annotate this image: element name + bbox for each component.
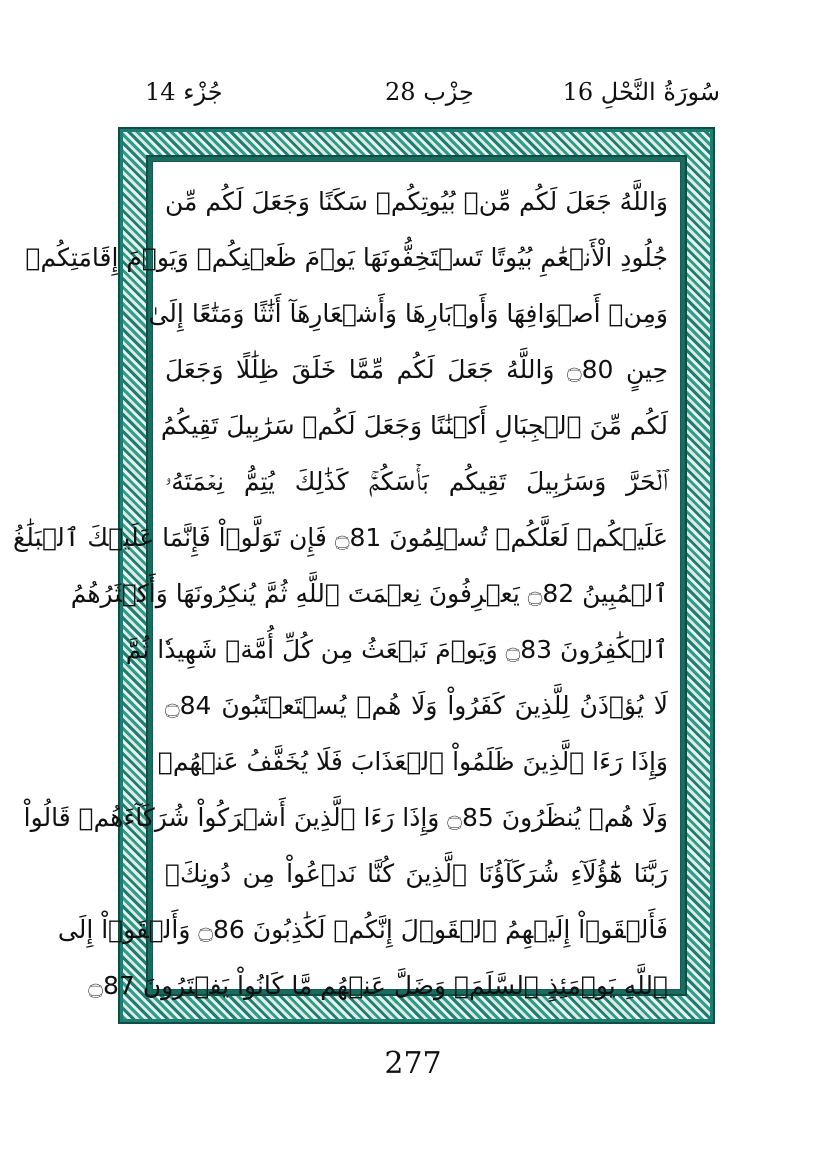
juz-indicator [145, 78, 235, 106]
text-line: رَبَّنَا هَٰٓؤُلَآءِ شُرَكَآؤُنَا ٱلَّذِينَ كُنَّا نَدۡعُواْ مِن دُونِكَۖ [165, 859, 668, 888]
page-number: 277 [384, 1046, 442, 1081]
juz-label: جُزْء [183, 78, 223, 106]
surah-name: سُورَةُ النَّحْلِ [600, 78, 720, 106]
text-line: وَمِنۡ أَصۡوَافِهَا وَأَوۡبَارِهَا وَأَشۡعَارِهَآ أَثَٰثًا وَمَتَٰعًا إِلَىٰ [148, 299, 668, 328]
text-line: فَأَلۡقَوۡاْ إِلَيۡهِمُ ٱلۡقَوۡلَ إِنَّكُمۡ لَكَٰذِبُونَ ۝86 وَأَلۡقَوۡاْ إِلَى [57, 915, 668, 944]
surah-number: 16 [562, 78, 594, 106]
text-line: وَاللَّهُ جَعَلَ لَكُم مِّنۢ بُيُوتِكُمۡ سَكَنًا وَجَعَلَ لَكُم مِّن [165, 187, 668, 216]
text-line: لَكُم مِّنَ ٱلۡجِبَالِ أَكۡنَٰنًا وَجَعَلَ لَكُمۡ سَرَٰبِيلَ تَقِيكُمُ [160, 411, 668, 440]
ornamental-frame [13, 127, 715, 1024]
text-line: لَا يُؤۡذَنُ لِلَّذِينَ كَفَرُواْ وَلَا هُمۡ يُسۡتَعۡتَبُونَ ۝84 [165, 691, 668, 720]
quran-text-area [13, 161, 681, 1000]
hizb-label: حِزْب [423, 78, 474, 106]
hizb-indicator [385, 78, 486, 106]
text-line: ٱلۡكَٰفِرُونَ ۝83 وَيَوۡمَ نَبۡعَثُ مِن كُلِّ أُمَّةٖ شَهِيدٗا ثُمَّ [125, 635, 668, 664]
text-line: ٱلۡمُبِينُ ۝82 يَعۡرِفُونَ نِعۡمَتَ ٱللَّهِ ثُمَّ يُنكِرُونَهَا وَأَكۡثَرُهُمُ [70, 579, 668, 608]
text-line: جُلُودِ الْأَنۡعَٰمِ بُيُوتًا تَسۡتَخِفُّونَهَا يَوۡمَ ظَعۡنِكُمۡ وَيَوۡمَ إِقَامَتِكُمۡ [25, 243, 668, 272]
juz-number: 14 [145, 78, 176, 106]
hizb-number: 28 [385, 78, 416, 106]
text-line: عَلَيۡكُمۡ لَعَلَّكُمۡ تُسۡلِمُونَ ۝81 فَإِن تَوَلَّوۡاْ فَإِنَّمَا عَلَيۡكَ ٱلۡبَلَٰغُ [13, 523, 668, 552]
text-line: ٱلۡحَرَّ وَسَرَٰبِيلَ تَقِيكُم بَأۡسَكُمۡۚ كَذَٰلِكَ يُتِمُّ نِعۡمَتَهُۥ [165, 467, 668, 496]
text-line: حِينٍ ۝80 وَاللَّهُ جَعَلَ لَكُم مِّمَّا خَلَقَ ظِلَٰلًا وَجَعَلَ [165, 355, 668, 384]
text-line: وَإِذَا رَءَا ٱلَّذِينَ ظَلَمُواْ ٱلۡعَذَابَ فَلَا يُخَفَّفُ عَنۡهُمۡ [157, 747, 668, 776]
surah-indicator [551, 78, 720, 106]
text-line: وَلَا هُمۡ يُنظَرُونَ ۝85 وَإِذَا رَءَا ٱلَّذِينَ أَشۡرَكُواْ شُرَكَآءَهُمۡ قَالُواْ [23, 803, 668, 832]
page-header [120, 78, 720, 118]
text-line: ٱللَّهِ يَوۡمَئِذٍ ٱلسَّلَمَۖ وَضَلَّ عَنۡهُم مَّا كَانُواْ يَفۡتَرُونَ ۝87 [88, 971, 668, 1000]
